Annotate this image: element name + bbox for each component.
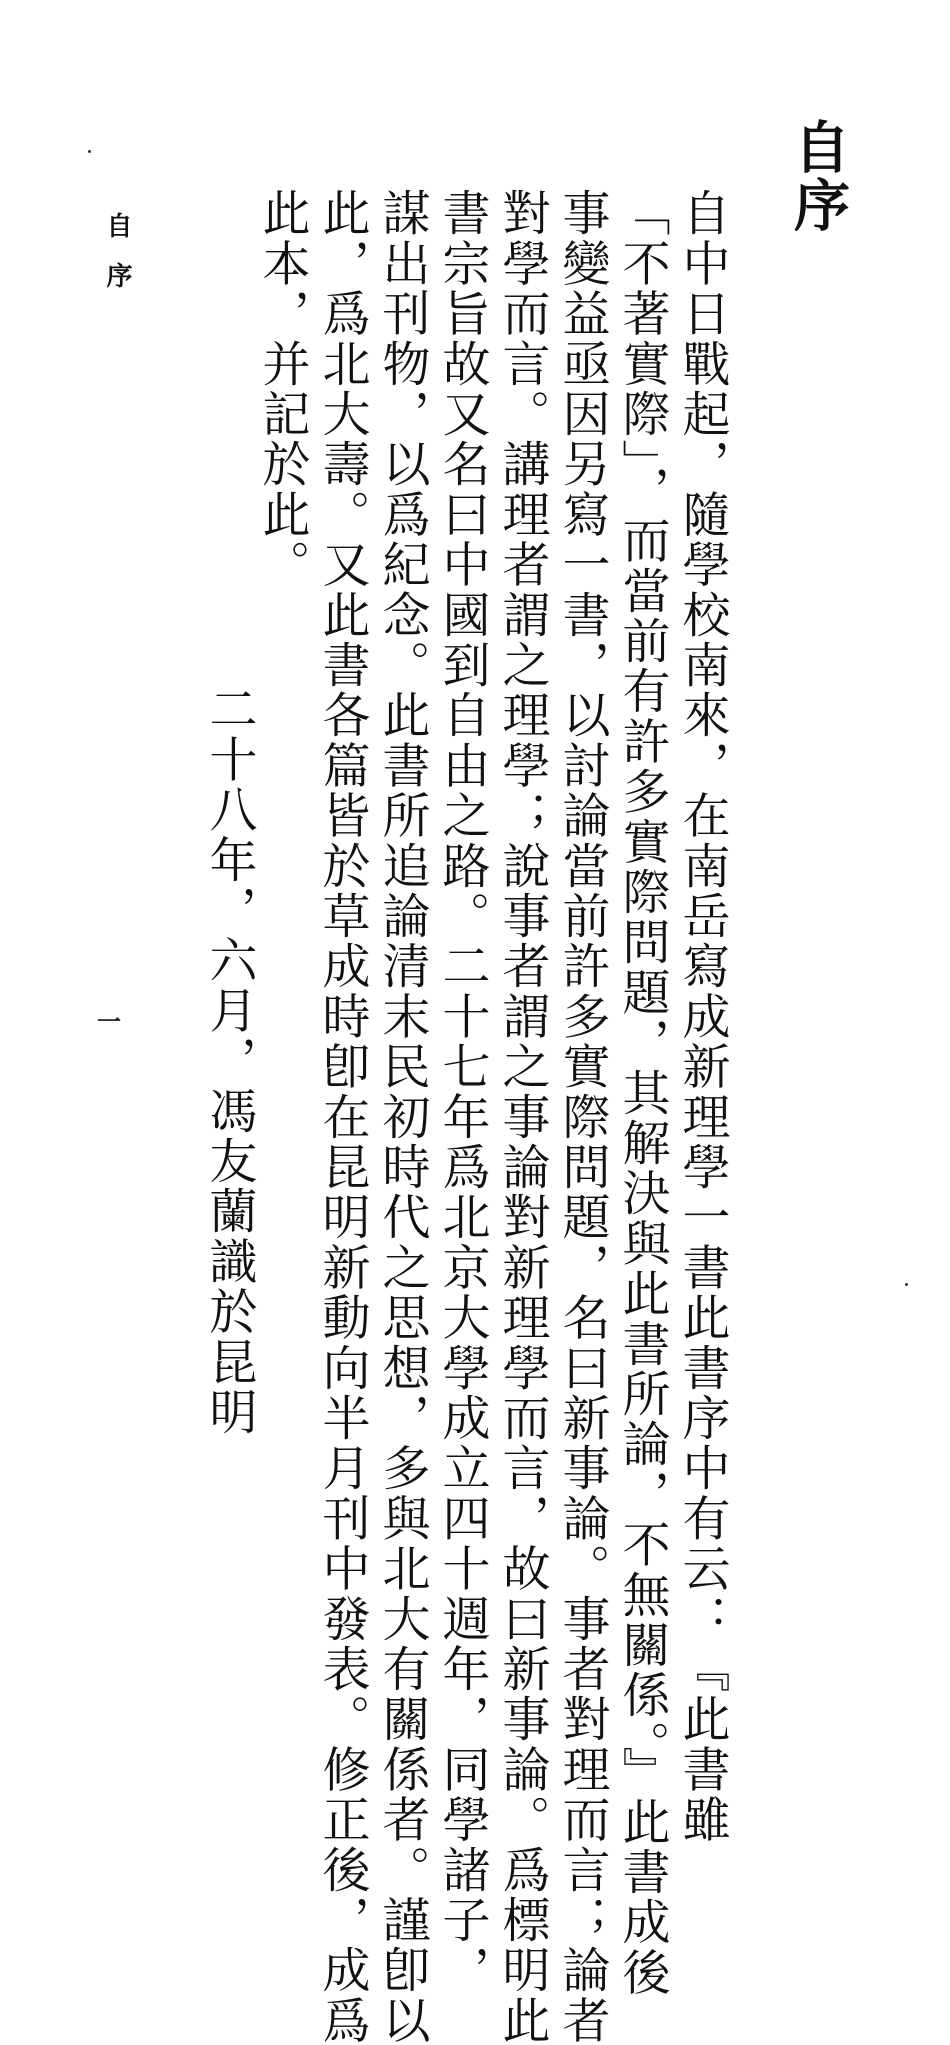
preface-column-5: 書宗旨故又名曰中國到自由之路。二十七年爲北京大學成立四十週年，同學諸子， bbox=[434, 188, 490, 1996]
page-number: 一 bbox=[97, 1007, 121, 1036]
paper-speck bbox=[88, 150, 91, 153]
preface-column-8: 此本，并記於此。 bbox=[254, 188, 310, 590]
preface-column-4: 對學而言。講理者謂之理學；說事者謂之事論對新理學而言，故曰新事論。爲標明此 bbox=[494, 188, 550, 2045]
preface-column-2: 「不著實際」，而當前有許多實際問題，其解決與此書所論，不無關係。』此書成後 bbox=[614, 188, 670, 1998]
preface-column-1: 自中日戰起，隨學校南來，在南岳寫成新理學一書此書序中有云：『此書雖 bbox=[674, 188, 730, 1845]
margin-header-char-1: 自 bbox=[102, 212, 132, 238]
margin-header-char-2: 序 bbox=[102, 262, 132, 288]
page-title: 自序 bbox=[785, 118, 851, 234]
signature-line: 二十八年，六月，馮友蘭識於昆明 bbox=[201, 684, 257, 1437]
preface-column-3: 事變益亟因另寫一書，以討論當前許多實際問題，名曰新事論。事者對理而言；論者 bbox=[554, 188, 610, 2045]
paper-speck bbox=[905, 1283, 908, 1286]
preface-column-6: 謀出刊物，以爲紀念。此書所追論清末民初時代之思想，多與北大有關係者。謹卽以 bbox=[374, 188, 430, 2045]
preface-column-7: 此，爲北大壽。又此書各篇皆於草成時卽在昆明新動向半月刊中發表。修正後，成爲 bbox=[314, 188, 370, 2045]
